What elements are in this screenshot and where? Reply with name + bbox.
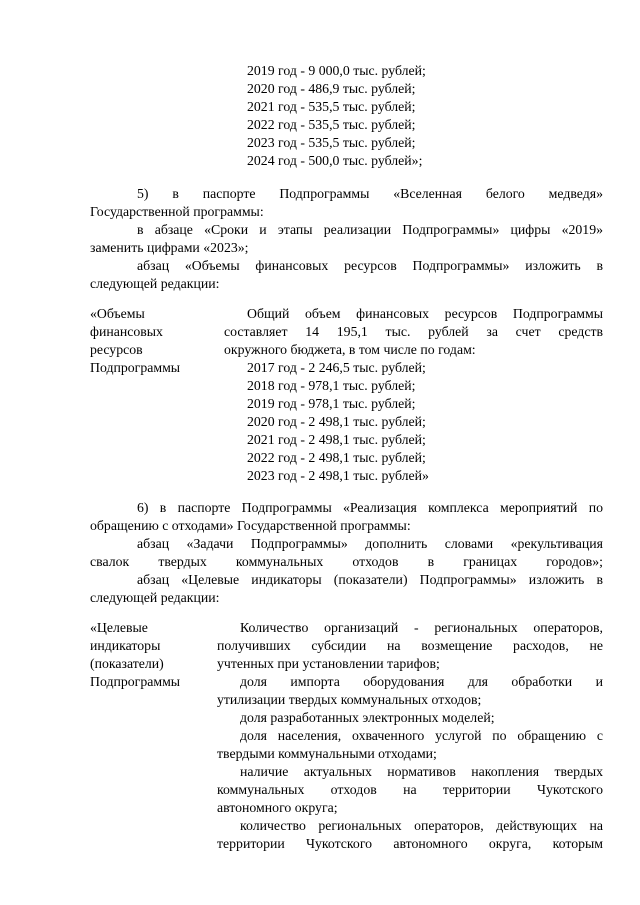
year-line: 2022 год - 2 498,1 тыс. рублей;: [247, 450, 426, 465]
block-text-line: утилизации твердых коммунальных отходов;: [217, 692, 482, 707]
text-line: абзац «Объемы финансовых ресурсов Подпрограммы» изложить в: [137, 258, 603, 273]
year-line: 2021 год - 2 498,1 тыс. рублей;: [247, 432, 426, 447]
block-text-line: твердыми коммунальными отходами;: [217, 746, 437, 761]
block-label-line: Подпрограммы: [90, 360, 181, 375]
text-line: 5) в паспорте Подпрограммы «Вселенная белого медведя»: [137, 186, 603, 201]
text-line: абзац «Целевые индикаторы (показатели) Подпрограммы» изложить в: [137, 572, 603, 587]
block-text-line: Общий объем финансовых ресурсов Подпрограммы: [247, 306, 603, 321]
year-line: 2023 год - 535,5 тыс. рублей;: [247, 135, 416, 150]
block-text-line: доля разработанных электронных моделей;: [240, 710, 495, 725]
year-line: 2020 год - 2 498,1 тыс. рублей;: [247, 414, 426, 429]
year-line: 2017 год - 2 246,5 тыс. рублей;: [247, 360, 426, 375]
block-label-line: «Объемы: [90, 306, 145, 321]
block-label-line: индикаторы: [90, 638, 161, 653]
text-line: заменить цифрами «2023»;: [90, 240, 249, 255]
block-label-line: (показатели): [90, 656, 164, 671]
block-text-line: количество региональных операторов, действующих на: [240, 818, 603, 833]
text-line: в абзаце «Сроки и этапы реализации Подпрограммы» цифры «2019»: [137, 222, 603, 237]
block-text-line: доля импорта оборудования для обработки и: [240, 674, 603, 689]
text-line: следующей редакции:: [90, 590, 220, 605]
block-label-line: финансовых: [90, 324, 163, 339]
block-label-line: ресурсов: [90, 342, 143, 357]
year-line: 2021 год - 535,5 тыс. рублей;: [247, 99, 416, 114]
text-line: абзац «Задачи Подпрограммы» дополнить словами «рекультивация: [137, 536, 603, 551]
year-line: 2022 год - 535,5 тыс. рублей;: [247, 117, 416, 132]
year-line: 2019 год - 978,1 тыс. рублей;: [247, 396, 416, 411]
block-label-line: «Целевые: [90, 620, 148, 635]
block-text-line: коммунальных отходов на территории Чукотского: [217, 782, 603, 797]
block-text-line: наличие актуальных нормативов накопления твердых: [240, 764, 603, 779]
block-label-line: Подпрограммы: [90, 674, 181, 689]
text-line: следующей редакции:: [90, 276, 220, 291]
block-text-line: автономного округа;: [217, 800, 338, 815]
block-text-line: составляет 14 195,1 тыс. рублей за счет средств: [224, 324, 603, 339]
text-line: свалок твердых коммунальных отходов в границах городов»;: [90, 554, 603, 569]
year-line: 2024 год - 500,0 тыс. рублей»;: [247, 153, 423, 168]
block-text-line: территории Чукотского автономного округа, которым: [217, 836, 603, 851]
block-text-line: Количество организаций - региональных операторов,: [240, 620, 603, 635]
block-text-line: окружного бюджета, в том числе по годам:: [224, 342, 476, 357]
block-text-line: учтенных при установлении тарифов;: [217, 656, 440, 671]
block-text-line: получивших субсидии на возмещение расходов, не: [217, 638, 603, 653]
text-line: 6) в паспорте Подпрограммы «Реализация комплекса мероприятий по: [137, 500, 603, 515]
year-line: 2023 год - 2 498,1 тыс. рублей»: [247, 468, 429, 483]
text-line: Государственной программы:: [90, 204, 264, 219]
year-line: 2018 год - 978,1 тыс. рублей;: [247, 378, 416, 393]
block-text-line: доля населения, охваченного услугой по обращению с: [240, 728, 603, 743]
year-line: 2020 год - 486,9 тыс. рублей;: [247, 81, 416, 96]
text-line: обращению с отходами» Государственной программы:: [90, 518, 411, 533]
year-line: 2019 год - 9 000,0 тыс. рублей;: [247, 63, 426, 78]
